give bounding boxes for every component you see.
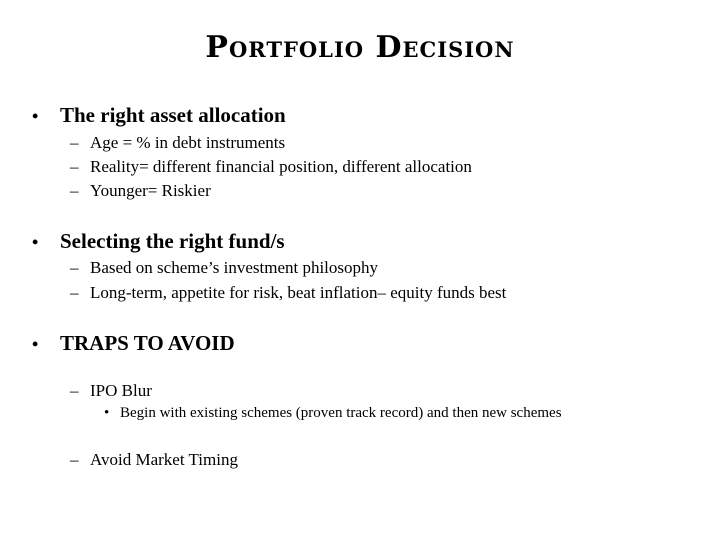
dash-icon: – [70, 181, 79, 200]
dash-icon: – [70, 283, 79, 302]
bullet-icon: • [32, 232, 39, 252]
section-heading: TRAPS TO AVOID [60, 331, 235, 355]
subitem-text: Younger= Riskier [90, 181, 211, 200]
dash-icon: – [70, 381, 79, 400]
slide-title: Portfolio Decision [205, 30, 515, 65]
bullet-asset-allocation [32, 103, 286, 128]
bullet-icon: • [32, 334, 39, 354]
bullet-icon: • [104, 405, 110, 421]
subitem-reality [70, 157, 472, 177]
subitem-text: Based on scheme’s investment philosophy [90, 258, 379, 277]
subitem-ipo-blur [70, 381, 152, 401]
subitem-long-term [70, 283, 506, 303]
dash-icon: – [70, 133, 79, 152]
subitem-younger [70, 181, 211, 201]
subitem-text: Reality= different financial position, different allocation [90, 157, 472, 176]
bullet-icon: • [32, 106, 39, 126]
subsubitem-text: Begin with existing schemes (proven track record) and then new schemes [120, 405, 562, 421]
dash-icon: – [70, 258, 79, 277]
subitem-text: IPO Blur [90, 381, 152, 400]
dash-icon: – [70, 450, 79, 469]
subitem-philosophy [70, 258, 378, 278]
subitem-text: Long-term, appetite for risk, beat inflation– equity funds best [90, 283, 507, 302]
subsubitem-existing-schemes [104, 405, 562, 422]
subitem-age [70, 133, 285, 153]
bullet-traps [32, 331, 235, 356]
subitem-text: Avoid Market Timing [90, 450, 238, 469]
section-heading: Selecting the right fund/s [60, 229, 285, 253]
bullet-selecting-fund [32, 229, 285, 254]
subitem-market-timing [70, 450, 238, 470]
subitem-text: Age = % in debt instruments [90, 133, 286, 152]
dash-icon: – [70, 157, 79, 176]
section-heading: The right asset allocation [60, 103, 286, 127]
